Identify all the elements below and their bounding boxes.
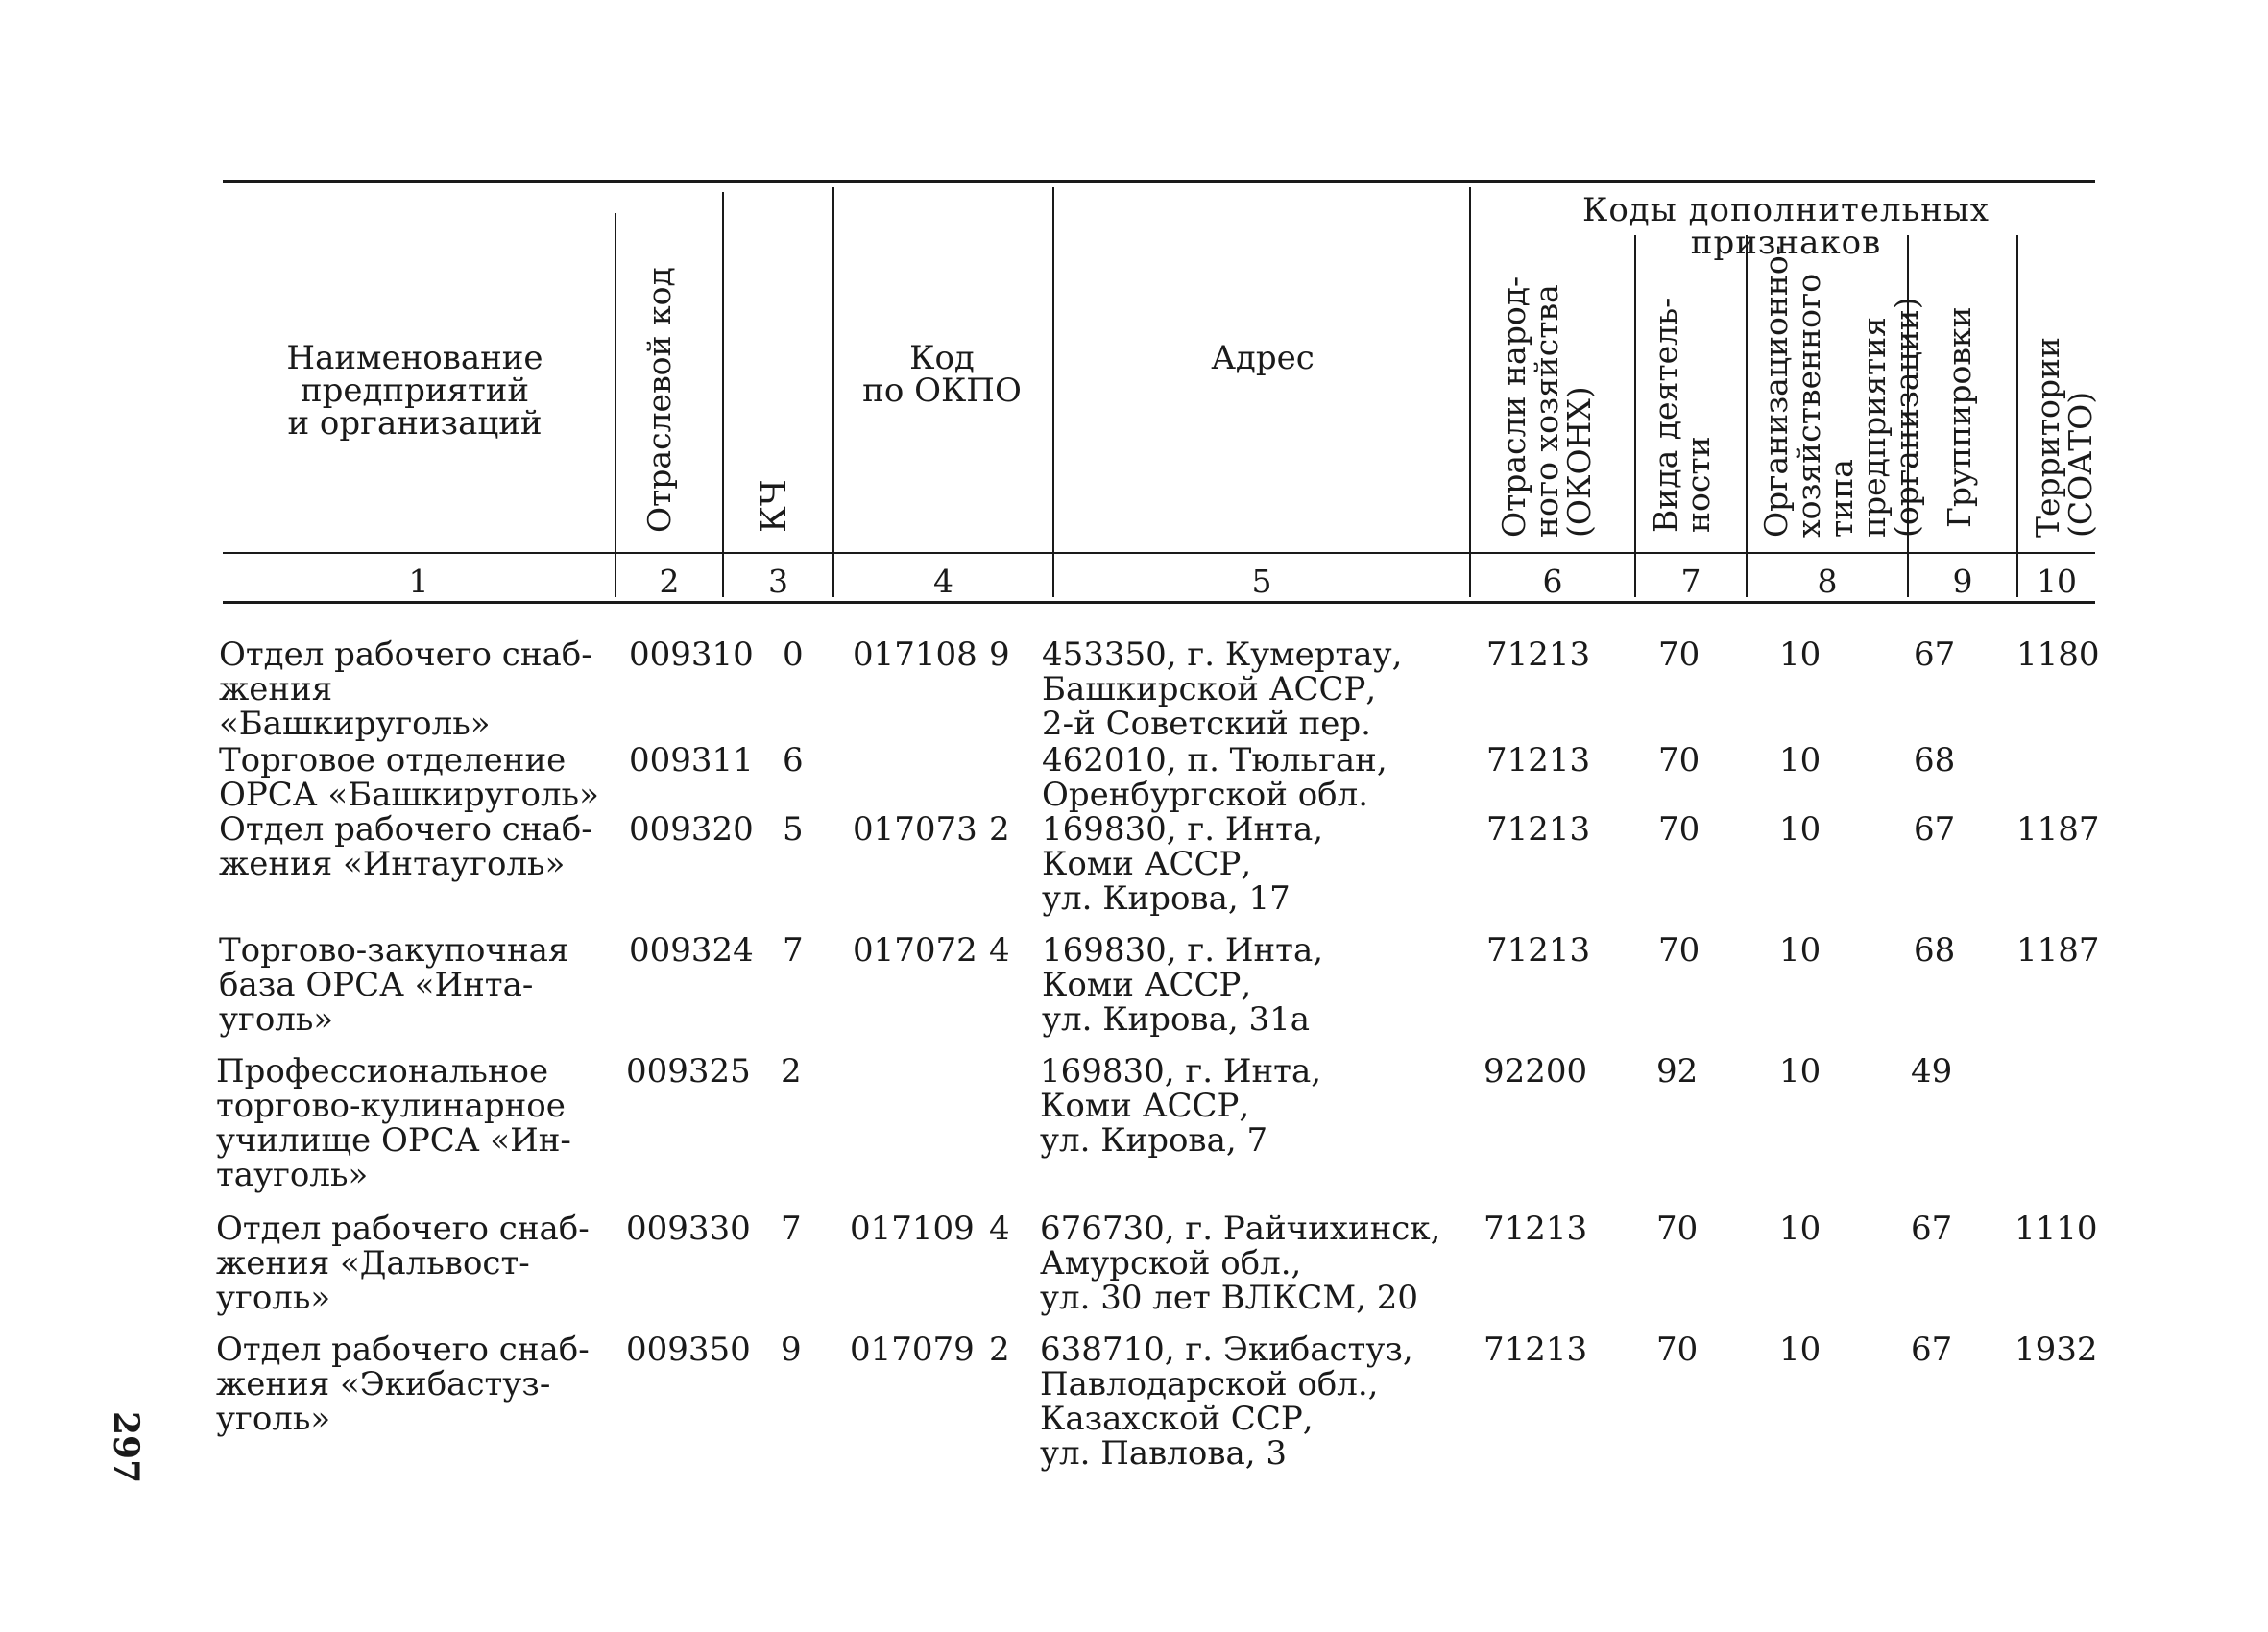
row6-name: Отдел рабочего снаб- жения «Дальвост- уголь»: [216, 1210, 590, 1317]
row2-activity: 70: [1658, 741, 1701, 780]
column-number-7: 7: [1680, 563, 1701, 600]
row2-address: 462010, п. Тюльган, Оренбургской обл.: [1042, 741, 1387, 814]
row1-okonh: 71213: [1486, 636, 1591, 674]
numbers-bottom-rule: [223, 601, 2095, 604]
row5-org-type: 10: [1779, 1052, 1822, 1091]
row7-address: 638710, г. Экибастуз, Павлодарской обл., Казахской ССР, ул. Павлова, 3: [1040, 1331, 1413, 1473]
header-col5-address: Адрес: [1211, 339, 1315, 377]
header-col10-soato: Территории (СОАТО): [2029, 336, 2099, 538]
page-number: 297: [106, 1411, 146, 1484]
row1-kch: 0: [783, 636, 804, 674]
row3-activity: 70: [1658, 810, 1701, 849]
row7-okonh: 71213: [1484, 1331, 1588, 1369]
table-top-rule: [223, 180, 2095, 183]
col-divider-4: [1052, 187, 1054, 597]
header-col2-branch-code: Отраслевой код: [640, 267, 678, 533]
column-number-3: 3: [768, 563, 788, 600]
row7-kch: 9: [781, 1331, 802, 1369]
row3-grouping: 67: [1914, 810, 1956, 849]
row4-kch: 7: [783, 931, 804, 970]
row6-grouping: 67: [1911, 1210, 1953, 1248]
row1-org-type: 10: [1779, 636, 1822, 674]
row2-name: Торговое отделение ОРСА «Башкируголь»: [219, 741, 599, 814]
col-divider-1: [615, 213, 616, 597]
row1-activity: 70: [1658, 636, 1701, 674]
row2-kch: 6: [783, 741, 804, 780]
row1-name: Отдел рабочего снаб- жения «Башкируголь»: [219, 636, 592, 743]
row7-code: 009350: [626, 1331, 751, 1369]
row7-okpo: 017079: [850, 1331, 975, 1369]
col-divider-9: [2016, 235, 2018, 597]
row2-code: 009311: [629, 741, 754, 780]
row1-okpo: 017108: [853, 636, 977, 674]
header-bottom-rule: [223, 552, 2095, 554]
row7-soato: 1932: [2015, 1331, 2098, 1369]
row3-okpo-k: 2: [989, 810, 1010, 849]
row6-okpo: 017109: [850, 1210, 975, 1248]
row7-activity: 70: [1656, 1331, 1699, 1369]
header-col7-activity: Вида деятель- ности: [1647, 297, 1717, 533]
row4-okpo-k: 4: [989, 931, 1010, 970]
row4-activity: 70: [1658, 931, 1701, 970]
row4-okonh: 71213: [1486, 931, 1591, 970]
row3-soato: 1187: [2016, 810, 2100, 849]
col-divider-7: [1746, 235, 1748, 597]
row2-okonh: 71213: [1486, 741, 1591, 780]
additional-codes-title: Коды дополнительных признаков: [1582, 191, 1990, 262]
column-number-5: 5: [1251, 563, 1272, 600]
row5-kch: 2: [781, 1052, 802, 1091]
row5-address: 169830, г. Инта, Коми АССР, ул. Кирова, 7: [1040, 1052, 1322, 1160]
col-divider-5: [1469, 187, 1471, 597]
row7-name: Отдел рабочего снаб- жения «Экибастуз- уголь»: [216, 1331, 590, 1438]
header-col4-okpo: Код по ОКПО: [862, 339, 1022, 410]
row6-okonh: 71213: [1484, 1210, 1588, 1248]
row5-okonh: 92200: [1484, 1052, 1588, 1091]
row4-name: Торгово-закупочная база ОРСА «Инта- уголь»: [219, 931, 569, 1039]
header-col9-grouping: Группировки: [1941, 306, 1978, 528]
row1-address: 453350, г. Кумертау, Башкирской АССР, 2-й Советский пер.: [1042, 636, 1403, 743]
column-number-6: 6: [1542, 563, 1563, 600]
column-number-9: 9: [1952, 563, 1973, 600]
row3-kch: 5: [783, 810, 804, 849]
row4-address: 169830, г. Инта, Коми АССР, ул. Кирова, 31а: [1042, 931, 1324, 1039]
row4-code: 009324: [629, 931, 754, 970]
row1-grouping: 67: [1914, 636, 1956, 674]
row1-code: 009310: [629, 636, 754, 674]
col-divider-2: [722, 192, 724, 597]
row3-name: Отдел рабочего снаб- жения «Интауголь»: [219, 810, 592, 883]
column-number-1: 1: [408, 563, 429, 600]
row5-activity: 92: [1656, 1052, 1699, 1091]
row3-okonh: 71213: [1486, 810, 1591, 849]
row7-org-type: 10: [1779, 1331, 1822, 1369]
row6-activity: 70: [1656, 1210, 1699, 1248]
row5-name: Профессиональное торгово-кулинарное училище ОРСА «Ин- тауголь»: [216, 1052, 571, 1194]
row6-okpo-k: 4: [989, 1210, 1010, 1248]
row6-kch: 7: [781, 1210, 802, 1248]
col-divider-3: [832, 187, 834, 597]
row3-code: 009320: [629, 810, 754, 849]
row3-address: 169830, г. Инта, Коми АССР, ул. Кирова, 17: [1042, 810, 1324, 918]
col-divider-6: [1634, 235, 1636, 597]
row1-okpo-k: 9: [989, 636, 1010, 674]
row4-grouping: 68: [1914, 931, 1956, 970]
row6-code: 009330: [626, 1210, 751, 1248]
row3-org-type: 10: [1779, 810, 1822, 849]
row4-okpo: 017072: [853, 931, 977, 970]
row2-grouping: 68: [1914, 741, 1956, 780]
header-col3-kch: КЧ: [755, 479, 794, 533]
row2-org-type: 10: [1779, 741, 1822, 780]
row5-grouping: 49: [1911, 1052, 1953, 1091]
row6-address: 676730, г. Райчихинск, Амурской обл., ул. 30 лет ВЛКСМ, 20: [1040, 1210, 1441, 1317]
column-number-10: 10: [2037, 563, 2077, 600]
row6-org-type: 10: [1779, 1210, 1822, 1248]
row7-okpo-k: 2: [989, 1331, 1010, 1369]
row1-soato: 1180: [2016, 636, 2100, 674]
row4-soato: 1187: [2016, 931, 2100, 970]
row5-code: 009325: [626, 1052, 751, 1091]
header-col8-org-type: Организационно- хозяйственного типа предприятия (организации): [1757, 245, 1925, 538]
row3-okpo: 017073: [853, 810, 977, 849]
row4-org-type: 10: [1779, 931, 1822, 970]
header-col1-name: Наименование предприятий и организаций: [286, 339, 543, 443]
row6-soato: 1110: [2015, 1210, 2098, 1248]
column-number-4: 4: [933, 563, 953, 600]
header-col6-okonh: Отрасли народ- ного хозяйства (ОКОНХ): [1495, 276, 1598, 538]
column-number-8: 8: [1817, 563, 1838, 600]
column-number-2: 2: [659, 563, 680, 600]
row7-grouping: 67: [1911, 1331, 1953, 1369]
